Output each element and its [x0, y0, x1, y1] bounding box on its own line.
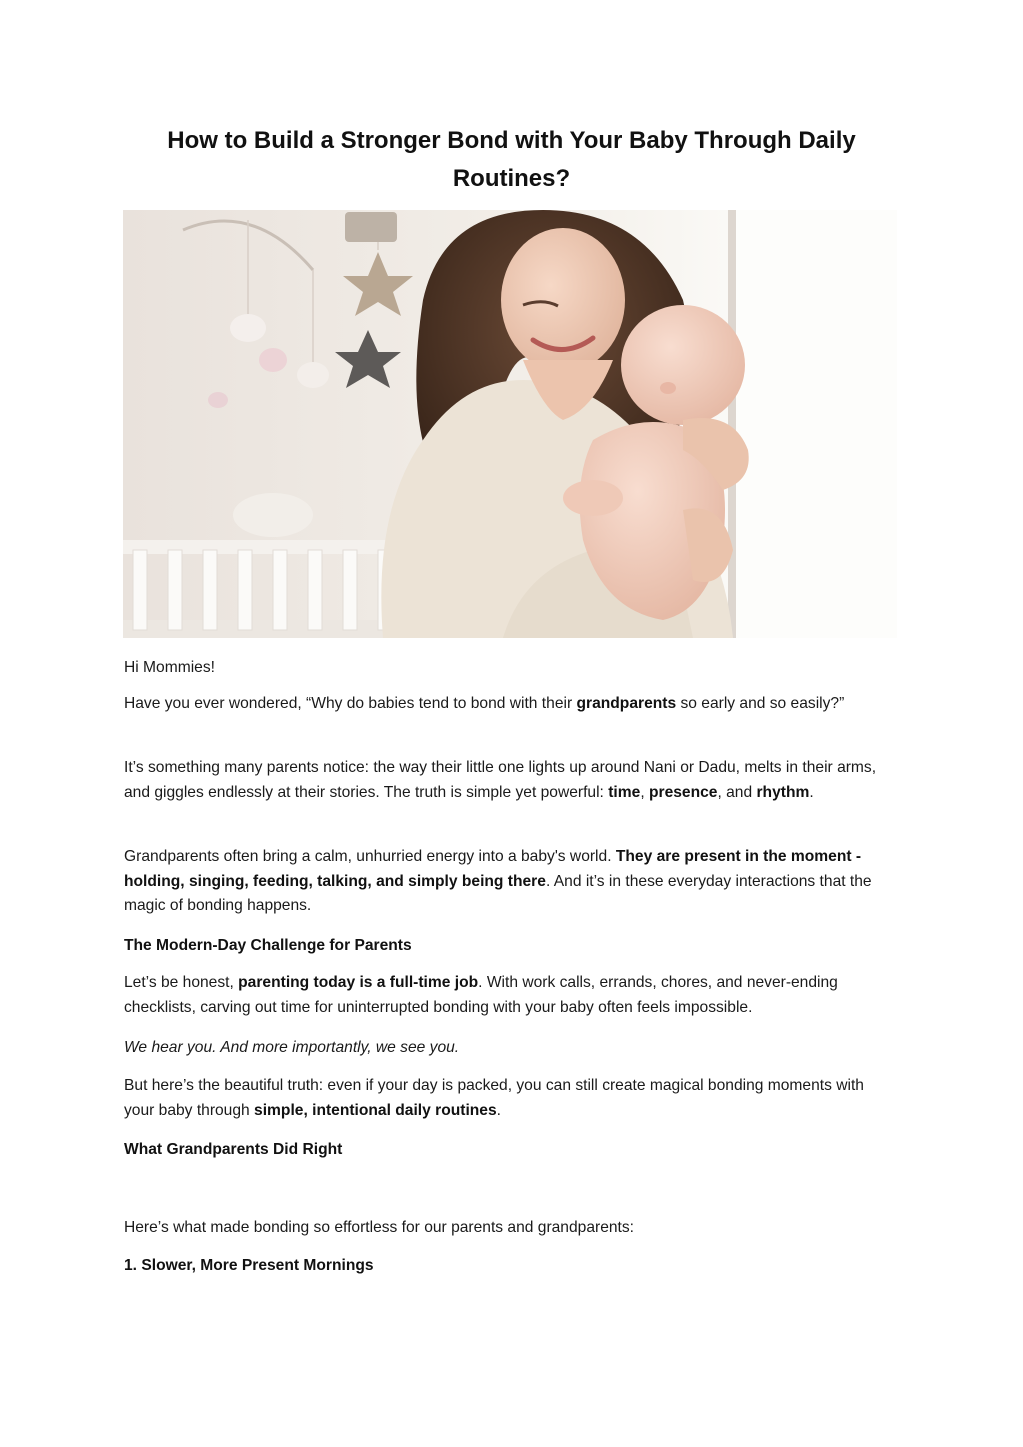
section-heading-mornings: 1. Slower, More Present Mornings	[124, 1257, 374, 1274]
paragraph-5: We hear you. And more importantly, we see you.	[124, 1039, 460, 1056]
paragraph-7: Here’s what made bonding so effortless for our parents and grandparents:	[124, 1219, 634, 1236]
article-title: How to Build a Stronger Bond with Your Baby Through Daily Routines?	[167, 127, 856, 192]
paragraph-6: But here’s the beautiful truth: even if your day is packed, you can still create magical bonding moments with your baby through simple, intentional daily routines.	[124, 1077, 864, 1119]
paragraph-1: Have you ever wondered, “Why do babies tend to bond with their grandparents so early and so easily?”	[124, 695, 845, 712]
paragraph-4: Let’s be honest, parenting today is a full-time job. With work calls, errands, chores, and never-ending checklists, carving out time for uninterrupted bonding with your baby often feels impossible.	[124, 974, 838, 1016]
paragraph-2: It’s something many parents notice: the way their little one lights up around Nani or Dadu, melts in their arms, and giggles endlessly at their stories. The truth is simple yet powerful: time, presence, and rhythm.	[124, 759, 877, 801]
section-heading-grandparents: What Grandparents Did Right	[124, 1141, 343, 1158]
paragraph-3: Grandparents often bring a calm, unhurried energy into a baby's world. They are present in the moment - holding, singing, feeding, talking, and simply being there. And it’s in these everyday interactions that the magic of bonding happens.	[124, 848, 872, 914]
mother-holding-baby-photo-icon	[123, 210, 897, 638]
section-heading-modern-day: The Modern-Day Challenge for Parents	[124, 937, 412, 954]
greeting: Hi Mommies!	[124, 659, 215, 676]
hero-image	[123, 210, 897, 638]
